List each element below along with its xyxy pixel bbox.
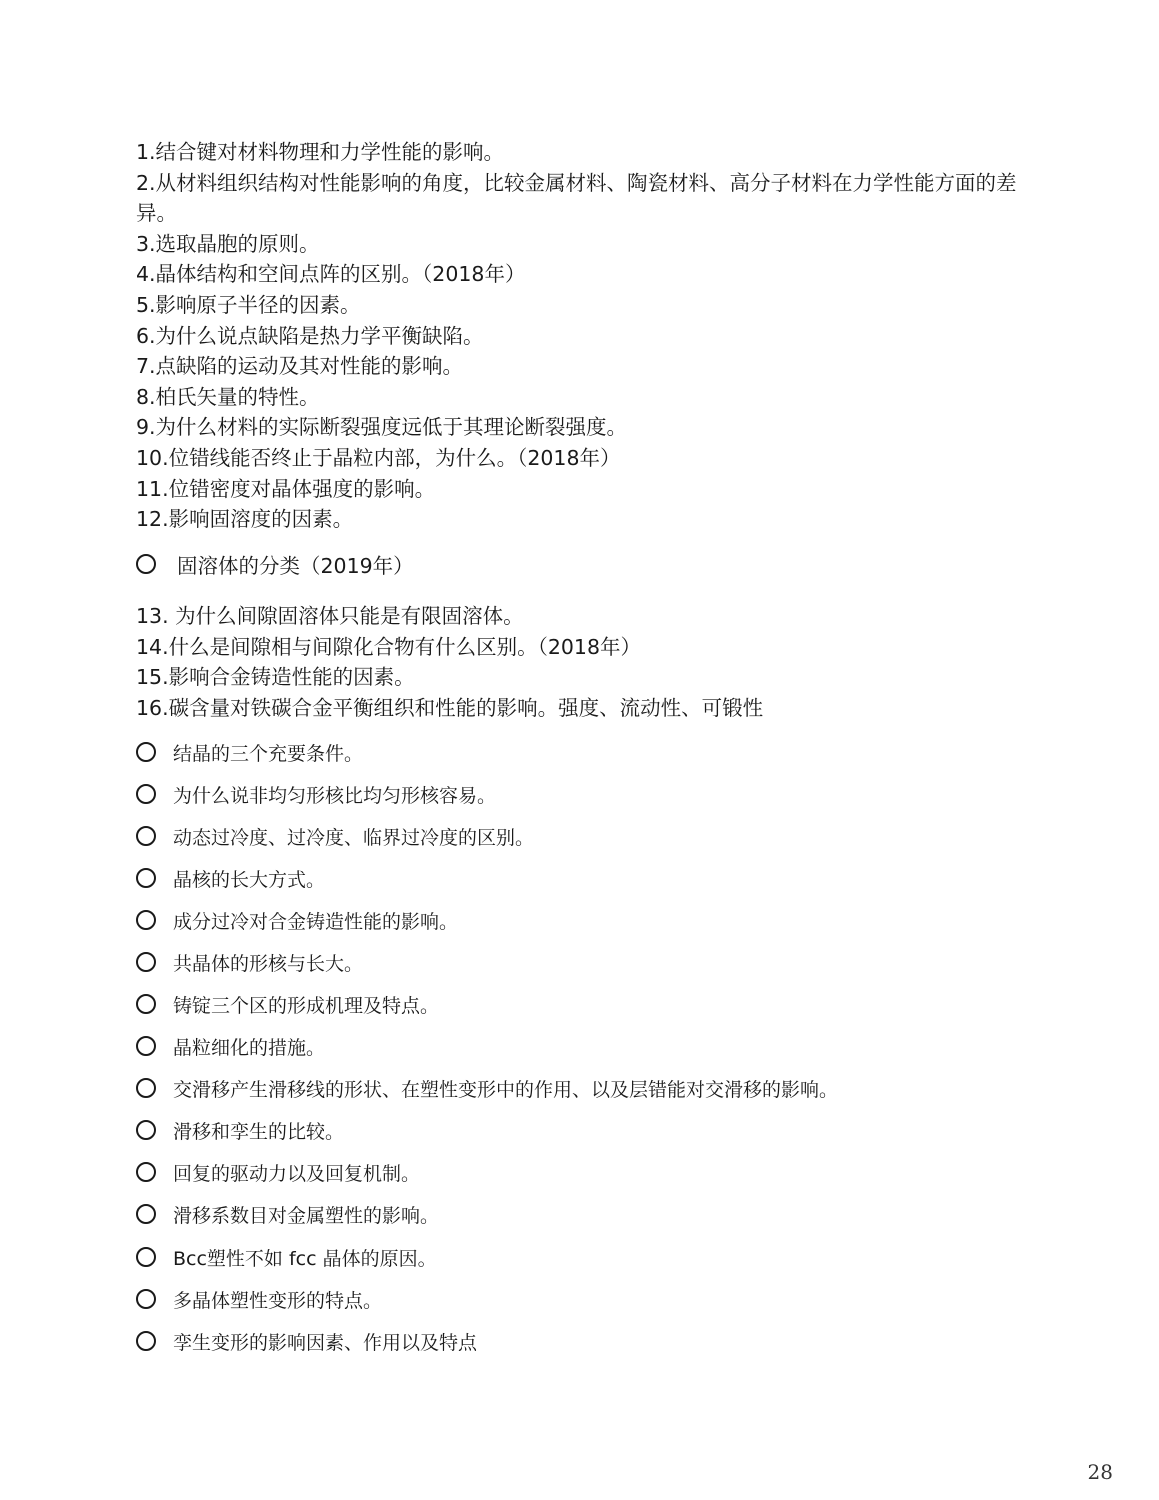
circle-list-item: [136, 1285, 382, 1313]
circle-list-item: [136, 906, 458, 934]
list-item: 8.柏氏矢量的特性。: [136, 384, 320, 409]
circle-bullet-icon: [136, 826, 156, 846]
circle-list-item-text: 成分过冷对合金铸造性能的影响。: [173, 910, 459, 933]
circle-list-item-text: 共晶体的形核与长大。: [173, 952, 364, 975]
circle-bullet-icon: [136, 910, 156, 930]
circle-bullet-icon: [136, 1247, 156, 1267]
numbered-list-2: [136, 601, 1036, 723]
circle-list-item-text: 孪生变形的影响因素、作用以及特点: [173, 1331, 478, 1354]
circle-bullet-icon: [136, 1204, 156, 1224]
circle-bullet-icon: [136, 952, 156, 972]
list-item: 11.位错密度对晶体强度的影响。: [136, 476, 436, 501]
circle-list-item: [136, 1327, 477, 1355]
circle-list-item: [136, 1116, 344, 1144]
circle-list-item-text: 固溶体的分类（2019年）: [177, 554, 414, 578]
list-item: 13. 为什么间隙固溶体只能是有限固溶体。: [136, 604, 524, 628]
circle-list-item: [136, 550, 414, 578]
circle-list-item-text: 滑移和孪生的比较。: [173, 1120, 345, 1143]
circle-bullet-icon: [136, 742, 156, 762]
circle-list-item-text: 结晶的三个充要条件。: [173, 742, 364, 765]
circle-bullet-icon: [136, 994, 156, 1014]
numbered-list-1: [136, 137, 1036, 535]
circle-list-item: [136, 1243, 437, 1271]
circle-bullet-icon: [136, 868, 156, 888]
circle-list-item-text: 交滑移产生滑移线的形状、在塑性变形中的作用、以及层错能对交滑移的影响。: [173, 1078, 839, 1101]
circle-list-item-text: 为什么说非均匀形核比均匀形核容易。: [173, 784, 497, 807]
circle-list-item: [136, 738, 363, 766]
circle-list-item: [136, 1074, 838, 1102]
circle-bullet-icon: [136, 784, 156, 804]
circle-list-item: [136, 1200, 439, 1228]
circle-list-item-text: Bcc塑性不如 fcc 晶体的原因。: [173, 1247, 437, 1270]
list-item: 12.影响固溶度的因素。: [136, 507, 354, 532]
list-item: 9.为什么材料的实际断裂强度远低于其理论断裂强度。: [136, 415, 628, 440]
list-item: 10.位错线能否终止于晶粒内部，为什么。（2018年）: [136, 445, 621, 470]
circle-list-item-text: 动态过冷度、过冷度、临界过冷度的区别。: [173, 826, 535, 849]
circle-list-item-text: 铸锭三个区的形成机理及特点。: [173, 994, 440, 1017]
circle-list-item-text: 晶粒细化的措施。: [173, 1036, 326, 1059]
list-item: 7.点缺陷的运动及其对性能的影响。: [136, 354, 464, 379]
circle-list-item: [136, 864, 325, 892]
list-item: 14.什么是间隙相与间隙化合物有什么区别。（2018年）: [136, 634, 642, 659]
page-number: 28: [1087, 1460, 1113, 1484]
circle-list-item-text: 晶核的长大方式。: [173, 868, 326, 891]
list-item: 6.为什么说点缺陷是热力学平衡缺陷。: [136, 323, 484, 348]
circle-bullet-icon: [136, 1289, 156, 1309]
circle-bullet-icon: [136, 1331, 156, 1351]
circle-list-item-text: 回复的驱动力以及回复机制。: [173, 1162, 421, 1185]
circle-list-item: [136, 990, 439, 1018]
list-item: 4.晶体结构和空间点阵的区别。（2018年）: [136, 262, 526, 287]
list-item: 16.碳含量对铁碳合金平衡组织和性能的影响。强度、流动性、可锻性: [136, 695, 764, 720]
circle-list-item-text: 滑移系数目对金属塑性的影响。: [173, 1204, 440, 1227]
circle-bullet-icon: [136, 1162, 156, 1182]
circle-bullet-icon: [136, 554, 156, 574]
list-item: 3.选取晶胞的原则。: [136, 231, 320, 256]
circle-list-item: [136, 1032, 325, 1060]
list-item: 2.从材料组织结构对性能影响的角度，比较金属材料、陶瓷材料、高分子材料在力学性能方面的差异。: [136, 170, 1017, 226]
circle-list-item-text: 多晶体塑性变形的特点。: [173, 1289, 383, 1312]
circle-list-item: [136, 948, 363, 976]
circle-bullet-icon: [136, 1036, 156, 1056]
circle-list-item: [136, 1158, 420, 1186]
list-item: 1.结合键对材料物理和力学性能的影响。: [136, 140, 505, 164]
circle-bullet-icon: [136, 1120, 156, 1140]
circle-bullet-icon: [136, 1078, 156, 1098]
circle-list-item: [136, 780, 496, 808]
list-item: 15.影响合金铸造性能的因素。: [136, 665, 415, 690]
circle-list-item: [136, 822, 534, 850]
list-item: 5.影响原子半径的因素。: [136, 292, 361, 317]
